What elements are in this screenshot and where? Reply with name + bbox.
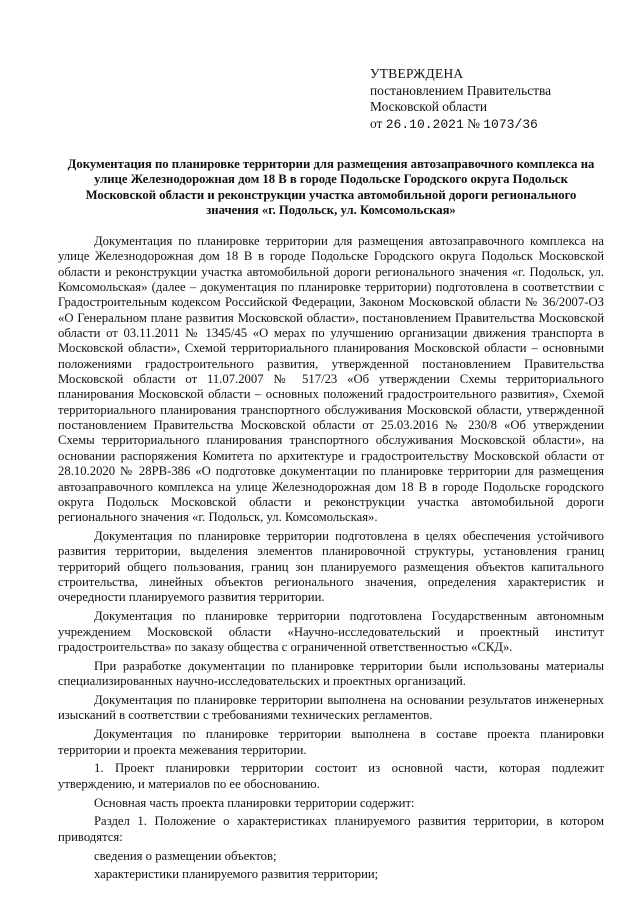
paragraph-main-part: Основная часть проекта планировки территории содержит: <box>94 795 415 810</box>
approval-date-line <box>370 116 551 134</box>
paragraph-materials: При разработке документации по планировке территории были использованы материалы специализированных научно-исследовательских и проектных организаций. <box>58 658 604 689</box>
paragraph-purpose: Документация по планировке территории подготовлена в целях обеспечения устойчивого развития территории, выделения элементов планировочной структуры, установления границ территорий общего пользования, границ зон планируемого размещения объектов капитального строительства, линейных объектов регионального значения, определения характеристик и очередности планируемого развития территории. <box>58 529 604 605</box>
approval-number: 1073/36 <box>483 116 538 132</box>
approval-line-1: постановлением Правительства <box>370 82 552 98</box>
approval-title: УТВЕРЖДЕНА <box>370 66 464 81</box>
list-item-characteristics: характеристики планируемого развития территории; <box>94 867 379 882</box>
date-prefix: от <box>370 115 383 131</box>
paragraph-section-1: Раздел 1. Положение о характеристиках планируемого развития территории, в котором приводятся: <box>58 814 604 844</box>
approval-line-2: Московской области <box>370 99 488 115</box>
number-prefix: № <box>467 115 480 131</box>
paragraph-project-structure: 1. Проект планировки территории состоит из основной части, которая подлежит утверждению, и материалов по ее обоснованию. <box>58 761 604 791</box>
paragraph-surveys: Документация по планировке территории выполнена на основании результатов инженерных изысканий в соответствии с требованиями технических регламентов. <box>58 692 604 723</box>
paragraph-intro: Документация по планировке территории для размещения автозаправочного комплекса на улице Железнодорожная дом 18 В в городе Подольске Городского округа Подольск Московской области и реконструкции участка автомобильной дороги регионального значения «г. Подольск, ул. Комсомольская» (далее – документация по планировке территории) подготовлена в соответствии с Градостроительным кодексом Российской Федерации, Законом Московской области № 36/2007-ОЗ «О Генеральном плане развития Московской области», постановлением Правительства Московской области от 03.11.2011 № 1345/45 «О мерах по улучшению организации движения транспорта в Московской области», Схемой территориального планирования Московской области – основными положениями градостроительного развития, утвержденной постановлением Правительства Московской области от 11.07.2007 № 517/23 «Об утверждении Схемы территориального планирования Московской области – основных положений градостроительного развития», Схемой территориального планирования транспортного обслуживания Московской области, утвержденной постановлением Правительства Московской области от 25.03.2016 № 230/8 «Об утверждении Схемы территориального планирования транспортного обслуживания Московской области», на основании распоряжения Комитета по архитектуре и градостроительству Московской области от 28.10.2020 № 28РВ-386 «О подготовке документации по планировке территории для размещения автозаправочного комплекса на улице Железнодорожная дом 18 В в городе Подольске городского округа Подольск Московской области и реконструкции участка автомобильной дороги регионального значения «г. Подольск, ул. Комсомольская». <box>58 234 604 525</box>
paragraph-composition: Документация по планировке территории выполнена в составе проекта планировки территории и проекта межевания территории. <box>58 727 604 757</box>
approval-date: 26.10.2021 <box>385 116 464 132</box>
approval-block <box>370 66 551 133</box>
paragraph-developer: Документация по планировке территории подготовлена Государственным автономным учреждением Московской области «Научно-исследовательский и проектный институт градостроительства» по заказу общества с ограниченной ответственностью «СКД». <box>58 609 604 654</box>
list-item-objects: сведения о размещении объектов; <box>94 848 277 863</box>
document-body <box>58 234 604 883</box>
document-title: Документация по планировке территории для размещения автозаправочного комплекса на улице Железнодорожная дом 18 В в городе Подольске Городского округа Подольск Московской области и реконструкции участка автомобильной дороги регионального значения «г. Подольск, ул. Комсомольская» <box>67 157 595 218</box>
